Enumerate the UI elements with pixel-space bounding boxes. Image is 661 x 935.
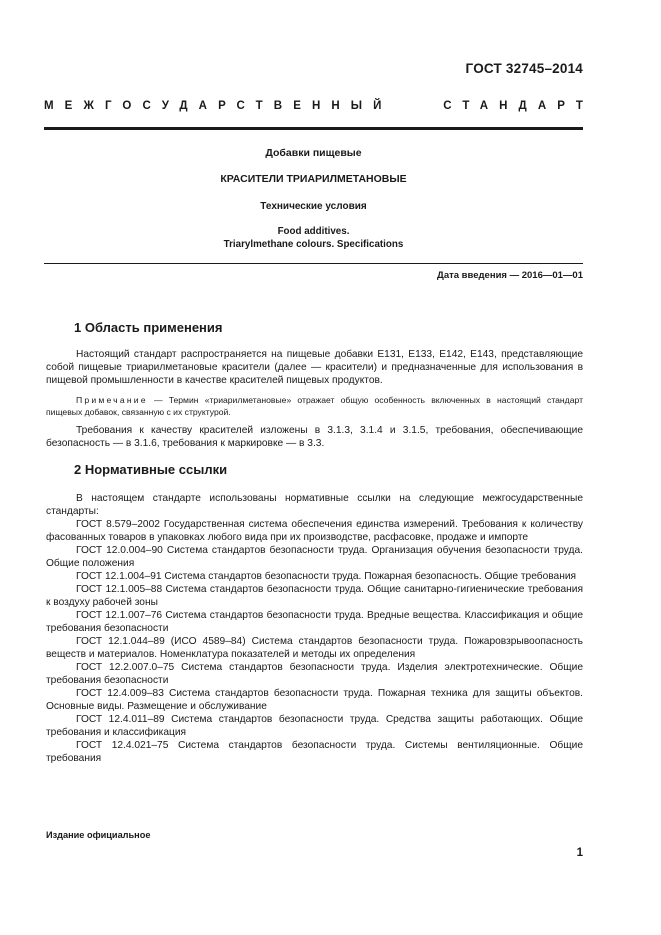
section-2-title: 2 Нормативные ссылки bbox=[74, 462, 228, 477]
band-word-standard: СТАНДАРТ bbox=[443, 100, 594, 112]
band-word-interstate: МЕЖГОСУДАРСТВЕННЫЙ bbox=[44, 100, 393, 112]
reference-item: ГОСТ 12.1.004–91 Система стандартов безопасности труда. Пожарная безопасность. Общие требования bbox=[76, 571, 577, 582]
official-edition-label: Издание официальное bbox=[46, 830, 151, 840]
normative-references bbox=[46, 492, 583, 765]
standard-type-band bbox=[44, 100, 594, 112]
section-1-title: 1 Область применения bbox=[74, 320, 223, 335]
title-rule bbox=[44, 263, 583, 264]
references-intro: В настоящем стандарте использованы нормативные ссылки на следующие межгосударственные стандарты: bbox=[46, 493, 583, 517]
section-1-paragraph-2: Требования к качеству красителей изложены в 3.1.3, 3.1.4 и 3.1.5, требования, обеспечивающие безопасность — в 3.1.6, требования к маркировке — в 3.3. bbox=[46, 425, 583, 449]
reference-item: ГОСТ 12.1.005–88 Система стандартов безопасности труда. Общие санитарно-гигиенические требования к воздуху рабочей зоны bbox=[46, 584, 583, 608]
reference-item: ГОСТ 12.4.011–89 Система стандартов безопасности труда. Средства защиты работающих. Общие требования и классификация bbox=[46, 714, 583, 738]
reference-item: ГОСТ 12.4.021–75 Система стандартов безопасности труда. Системы вентиляционные. Общие требования bbox=[46, 740, 583, 764]
spec-subtitle: Технические условия bbox=[260, 201, 367, 212]
main-title: КРАСИТЕЛИ ТРИАРИЛМЕТАНОВЫЕ bbox=[220, 173, 407, 185]
header-rule bbox=[44, 127, 583, 130]
introduction-date: Дата введения — 2016—01—01 bbox=[437, 270, 583, 281]
reference-item: ГОСТ 12.2.007.0–75 Система стандартов безопасности труда. Изделия электротехнические. Общие требования безопасности bbox=[46, 662, 583, 686]
section-1-note bbox=[46, 395, 583, 418]
reference-item: ГОСТ 12.0.004–90 Система стандартов безопасности труда. Организация обучения безопасности труда. Общие положения bbox=[46, 545, 583, 569]
english-title bbox=[44, 226, 583, 251]
reference-item: ГОСТ 12.1.044–89 (ИСО 4589–84) Система стандартов безопасности труда. Пожаровзрывоопасность веществ и материалов. Номенклатура показателей и методы их определения bbox=[46, 636, 583, 660]
reference-item: ГОСТ 8.579–2002 Государственная система обеспечения единства измерений. Требования к количеству фасованных товаров в упаковках любого вида при их производстве, расфасовке, продаже и импорте bbox=[46, 519, 583, 543]
note-label: Примечание bbox=[76, 395, 148, 405]
gost-number: ГОСТ 32745–2014 bbox=[465, 61, 583, 76]
english-title-line2: Triarylmethane colours. Specifications bbox=[223, 238, 404, 250]
note-text: — Термин «триарилметановые» отражает общую особенность включенных в настоящий стандарт пищевых добавок, связанную с их структурой. bbox=[46, 395, 583, 417]
page-number: 1 bbox=[576, 847, 583, 859]
english-title-line1: Food additives. bbox=[277, 226, 350, 237]
section-1-paragraph-1: Настоящий стандарт распространяется на пищевые добавки Е131, Е133, Е142, Е143, представляющие собой пищевые триарилметановые красители (далее — красители) и предназначенные для использования в пищевой промышленности в качестве красителей пищевых продуктов. bbox=[46, 349, 583, 386]
reference-item: ГОСТ 12.1.007–76 Система стандартов безопасности труда. Вредные вещества. Классификация и общие требования безопасности bbox=[46, 610, 583, 634]
reference-item: ГОСТ 12.4.009–83 Система стандартов безопасности труда. Пожарная техника для защиты объектов. Основные виды. Размещение и обслуживание bbox=[46, 688, 583, 712]
product-group-title: Добавки пищевые bbox=[265, 147, 362, 159]
